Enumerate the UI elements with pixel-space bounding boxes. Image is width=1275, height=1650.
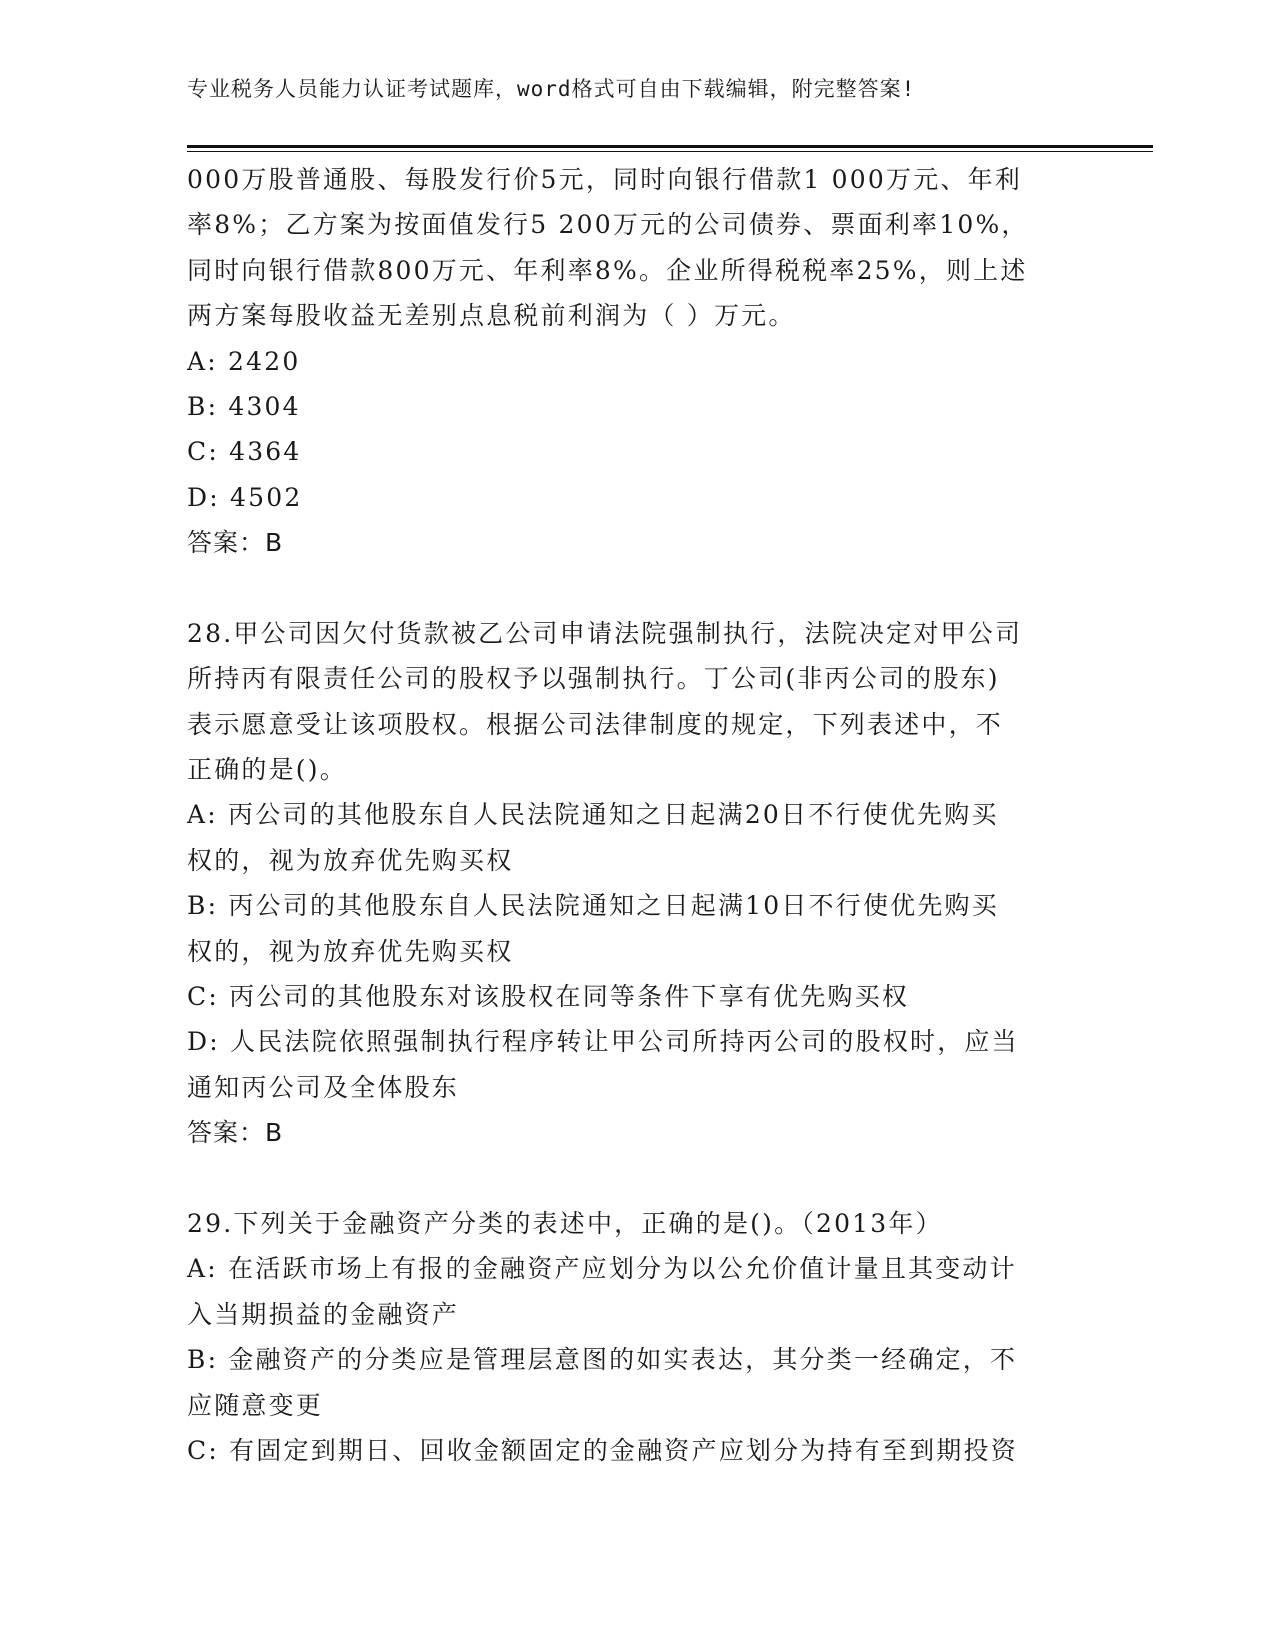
question-28-stem-line: 表示愿意受让该项股权。根据公司法律制度的规定，下列表述中，不 xyxy=(187,709,1004,739)
question-28-option-b-cont: 权的，视为放弃优先购买权 xyxy=(187,936,514,966)
question-28-stem-line: 正确的是()。 xyxy=(187,755,347,785)
question-28-option-a: A: 丙公司的其他股东自人民法院通知之日起满20日不行使优先购买 xyxy=(187,800,999,830)
question-28-option-d: D: 人民法院依照强制执行程序转让甲公司所持丙公司的股权时，应当 xyxy=(187,1027,1019,1057)
question-29 xyxy=(187,1201,1087,1473)
question-27-stem-line: 两方案每股收益无差别点息税前利润为（ ）万元。 xyxy=(187,301,796,331)
question-28-option-a-cont: 权的，视为放弃优先购买权 xyxy=(187,845,514,875)
question-29-option-b: B: 金融资产的分类应是管理层意图的如实表达，其分类一经确定，不 xyxy=(187,1345,1018,1375)
question-29-option-b-cont: 应随意变更 xyxy=(187,1390,324,1420)
header-rule-thick xyxy=(187,145,1153,148)
question-27 xyxy=(187,157,1087,566)
question-28-answer: 答案：B xyxy=(187,1118,284,1148)
question-29-option-a: A: 在活跃市场上有报的金融资产应划分为以公允价值计量且其变动计 xyxy=(187,1254,1017,1284)
question-27-stem-line: 同时向银行借款800万元、年利率8%。企业所得税税率25%，则上述 xyxy=(187,255,1028,285)
question-27-stem-line: 000万股普通股、每股发行价5元，同时向银行借款1 000万元、年利 xyxy=(187,165,1022,194)
question-27-option-d: D: 4502 xyxy=(187,482,303,512)
question-29-stem-line: 29.下列关于金融资产分类的表述中，正确的是()。（2013年） xyxy=(187,1208,943,1238)
header-rule-thin xyxy=(187,151,1153,152)
question-29-option-c: C: 有固定到期日、回收金额固定的金融资产应划分为持有至到期投资 xyxy=(187,1435,1018,1465)
question-28-option-b: B: 丙公司的其他股东自人民法院通知之日起满10日不行使优先购买 xyxy=(187,891,999,921)
question-28-option-c: C: 丙公司的其他股东对该股权在同等条件下享有优先购买权 xyxy=(187,982,910,1012)
question-29-option-a-cont: 入当期损益的金融资产 xyxy=(187,1299,460,1329)
question-27-answer: 答案：B xyxy=(187,528,284,558)
question-28 xyxy=(187,611,1087,1156)
question-spacer xyxy=(187,1156,1087,1201)
page-header: 专业税务人员能力认证考试题库，word格式可自由下载编辑，附完整答案! xyxy=(187,77,916,101)
question-27-stem-line: 率8%；乙方案为按面值发行5 200万元的公司债券、票面利率10%， xyxy=(187,210,1029,240)
question-28-stem-line: 所持丙有限责任公司的股权予以强制执行。丁公司(非丙公司的股东) xyxy=(187,664,1000,694)
question-28-stem-line: 28.甲公司因欠付货款被乙公司申请法院强制执行，法院决定对甲公司 xyxy=(187,618,1023,648)
question-27-option-b: B: 4304 xyxy=(187,391,301,421)
document-body xyxy=(187,157,1087,1473)
question-spacer xyxy=(187,566,1087,611)
question-27-option-c: C: 4364 xyxy=(187,437,302,467)
question-27-option-a: A: 2420 xyxy=(187,346,301,376)
question-28-option-d-cont: 通知丙公司及全体股东 xyxy=(187,1072,460,1102)
